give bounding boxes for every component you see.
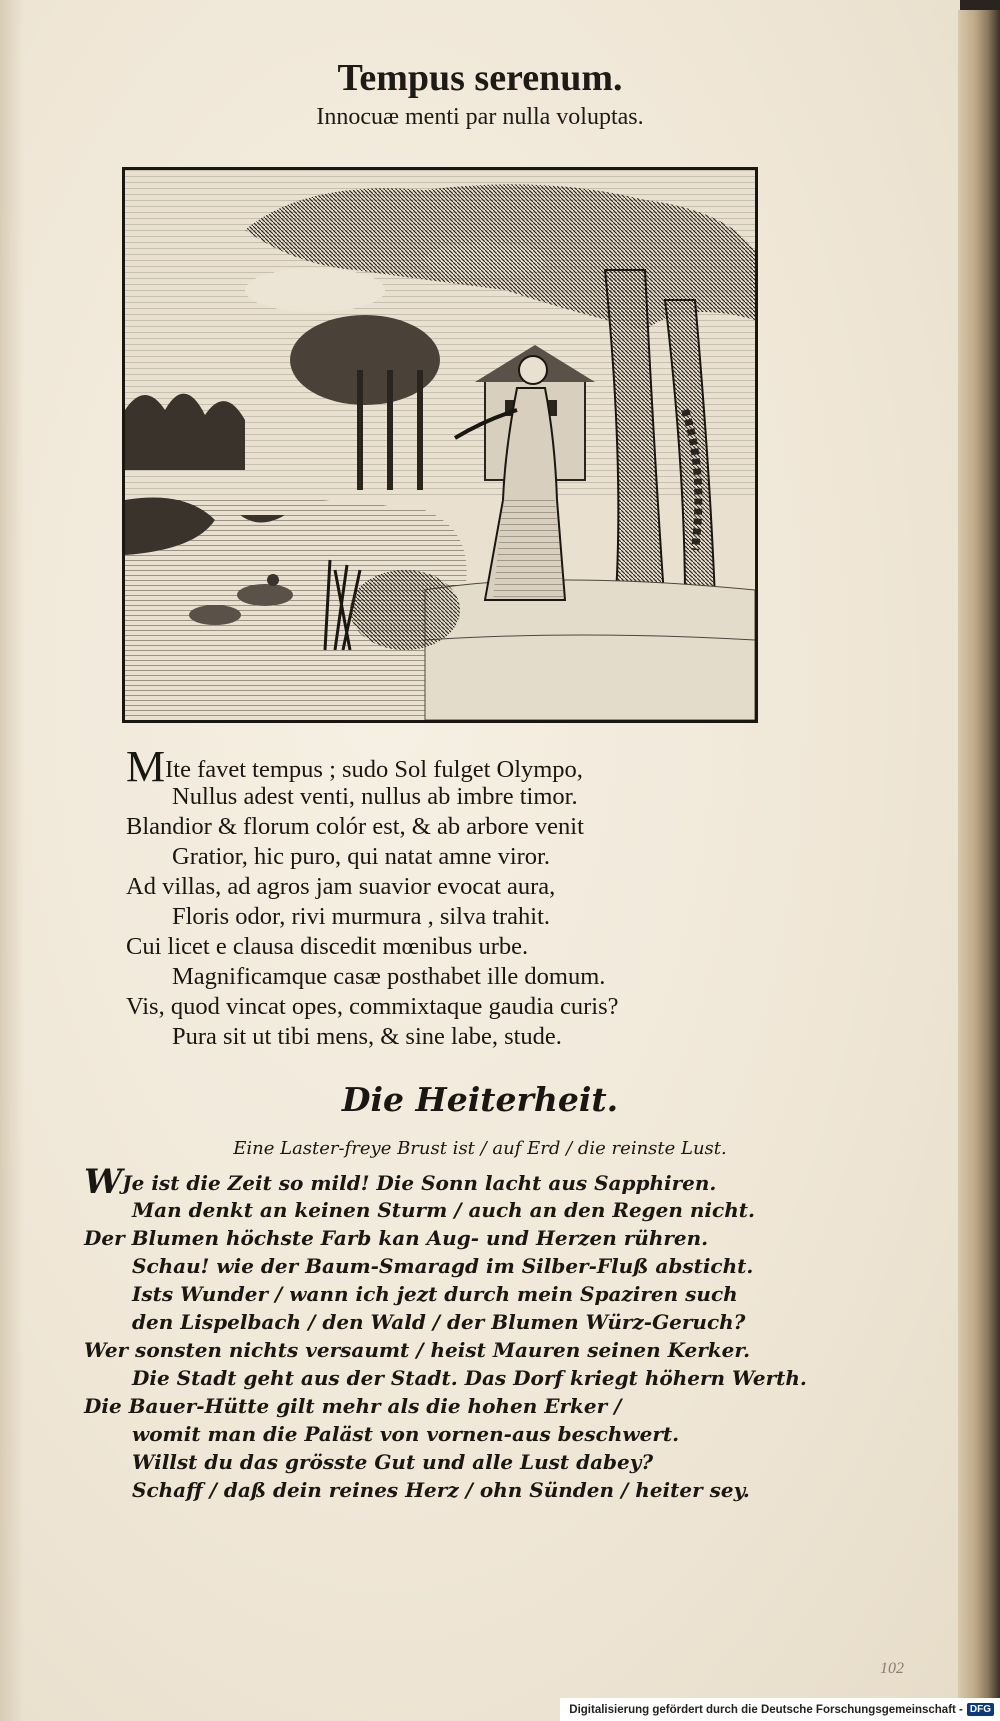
latin-line-5: Ad villas, ad agros jam suavior evocat aura, bbox=[126, 873, 556, 900]
german-poem bbox=[84, 1162, 844, 1504]
latin-line-2: Nullus adest venti, nullus ab imbre timor. bbox=[172, 783, 578, 810]
latin-dropcap: M bbox=[126, 742, 166, 791]
latin-line-10: Pura sit ut tibi mens, & sine labe, stude. bbox=[172, 1023, 562, 1050]
german-line-11: Willst du das grösste Gut und alle Lust dabey? bbox=[132, 1450, 654, 1474]
page-gutter-shadow bbox=[0, 0, 24, 1721]
latin-line-9: Vis, quod vincat opes, commixtaque gaudia curis? bbox=[126, 993, 619, 1020]
latin-line-4: Gratior, hic puro, qui natat amne viror. bbox=[172, 843, 550, 870]
german-line-3: Der Blumen höchste Farb kan Aug- und Herzen rühren. bbox=[84, 1226, 709, 1250]
german-line-10: womit man die Paläst von vornen-aus beschwert. bbox=[132, 1422, 680, 1446]
latin-line-8: Magnificamque casæ posthabet ille domum. bbox=[172, 963, 606, 990]
book-page-edges bbox=[958, 10, 1000, 1710]
german-line-2: Man denkt an keinen Sturm / auch an den Regen nicht. bbox=[132, 1198, 755, 1222]
dfg-logo: DFG bbox=[967, 1703, 994, 1716]
german-line-8: Die Stadt geht aus der Stadt. Das Dorf kriegt höhern Werth. bbox=[132, 1366, 807, 1390]
german-line-7: Wer sonsten nichts versaumt / heist Mauren seinen Kerker. bbox=[84, 1338, 751, 1362]
page-number: 102 bbox=[880, 1660, 904, 1677]
german-line-5: Ists Wunder / wann ich jezt durch mein Spaziren such bbox=[132, 1282, 738, 1306]
page-title: Tempus serenum. bbox=[337, 57, 623, 99]
german-line-6: den Lispelbach / den Wald / der Blumen Würz-Geruch? bbox=[132, 1310, 746, 1334]
latin-line-7: Cui licet e clausa discedit mœnibus urbe. bbox=[126, 933, 529, 960]
latin-line-6: Floris odor, rivi murmura , silva trahit. bbox=[172, 903, 551, 930]
footer-credit-text: Digitalisierung gefördert durch die Deutsche Forschungsgemeinschaft - bbox=[569, 1703, 963, 1716]
latin-line-3: Blandior & florum colór est, & ab arbore venit bbox=[126, 813, 584, 840]
german-poem-title: Die Heiterheit. bbox=[341, 1080, 619, 1119]
latin-poem bbox=[126, 742, 846, 1052]
german-dropcap: W bbox=[84, 1162, 123, 1202]
german-line-4: Schau! wie der Baum-Smaragd im Silber-Fluß absticht. bbox=[132, 1254, 754, 1278]
digitization-footer bbox=[560, 1698, 1000, 1721]
engraving-illustration bbox=[122, 167, 758, 723]
german-line-9: Die Bauer-Hütte gilt mehr als die hohen Erker / bbox=[84, 1394, 622, 1418]
german-line-1: WJe ist die Zeit so mild! Die Sonn lacht aus Sapphiren. bbox=[84, 1162, 717, 1202]
page-motto: Innocuæ menti par nulla voluptas. bbox=[316, 104, 644, 130]
engraving-landscape-image bbox=[125, 170, 755, 720]
latin-line-1: MIte favet tempus ; sudo Sol fulget Olympo, bbox=[126, 742, 583, 791]
german-line-12: Schaff / daß dein reines Herz / ohn Sünden / heiter sey. bbox=[132, 1478, 750, 1502]
german-poem-motto: Eine Laster-freye Brust ist / auf Erd / die reinste Lust. bbox=[233, 1138, 727, 1159]
